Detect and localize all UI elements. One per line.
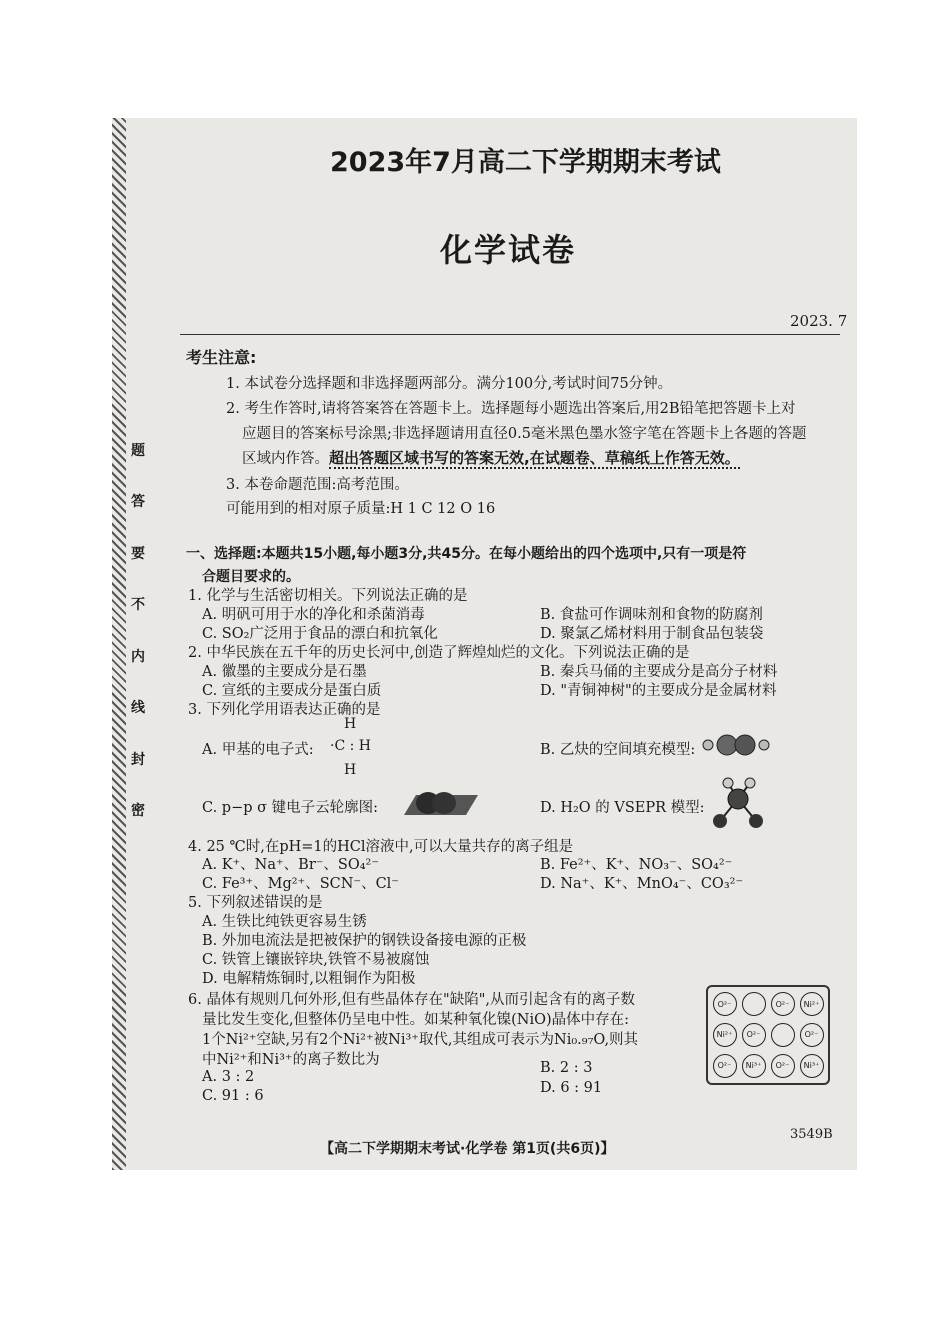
paper-code: 3549B [790, 1127, 833, 1142]
q2-stem: 2. 中华民族在五千年的历史长河中,创造了辉煌灿烂的文化。下列说法正确的是 [188, 645, 690, 661]
notice-item-2: 2. 考生作答时,请将答案答在答题卡上。选择题每小题选出答案后,用2B铅笔把答题卡上对 [226, 401, 796, 417]
lattice-ion: O²⁻ [713, 1054, 737, 1078]
notice-item-1: 1. 本试卷分选择题和非选择题两部分。满分100分,考试时间75分钟。 [226, 376, 673, 392]
q1-option-b: B. 食盐可作调味剂和食物的防腐剂 [540, 607, 763, 623]
acetylene-model-image [700, 733, 776, 757]
q3-option-d: D. H₂O 的 VSEPR 模型: [540, 800, 705, 816]
lattice-ion: Ni³⁺ [800, 1054, 824, 1078]
notice-item-2-cont: 应题目的答案标号涂黑;非选择题请用直径0.5毫米黑色墨水签字笔在答题卡上各题的答题 [242, 426, 807, 442]
exam-date: 2023. 7 [790, 312, 848, 330]
q6-stem-line1: 6. 晶体有规则几何外形,但有些晶体存在"缺陷",从而引起含有的离子数 [188, 992, 635, 1008]
lattice-ion: Ni³⁺ [742, 1054, 766, 1078]
q1-stem: 1. 化学与生活密切相关。下列说法正确的是 [188, 588, 468, 604]
exam-title: 2023年7月高二下学期期末考试 [330, 147, 721, 178]
seal-border [112, 118, 126, 1170]
water-vsepr-model-image [710, 777, 768, 829]
lattice-ion: O²⁻ [771, 1054, 795, 1078]
lattice-ion: Ni²⁺ [800, 992, 824, 1016]
q4-option-d: D. Na⁺、K⁺、MnO₄⁻、CO₃²⁻ [540, 876, 744, 892]
nio-lattice-image [706, 985, 830, 1085]
notice-item-2-end: 区域内作答。 [242, 451, 329, 467]
q6-option-d: D. 6 : 91 [540, 1080, 603, 1096]
q6-stem-line2: 量比发生变化,但整体仍呈电中性。如某种氧化镍(NiO)晶体中存在: [202, 1012, 630, 1028]
lattice-ion: Ni²⁺ [713, 1023, 737, 1047]
q6-option-a: A. 3 : 2 [202, 1069, 255, 1085]
methyl-h-bottom: H [344, 762, 357, 778]
section-heading-cont: 合题目要求的。 [202, 569, 300, 585]
notice-heading: 考生注意: [186, 348, 257, 367]
q1-option-a: A. 明矾可用于水的净化和杀菌消毒 [202, 607, 425, 623]
q1-option-c: C. SO₂广泛用于食品的漂白和抗氧化 [202, 626, 438, 642]
q4-stem: 4. 25 ℃时,在pH=1的HCl溶液中,可以大量共存的离子组是 [188, 839, 574, 855]
q1-option-d: D. 聚氯乙烯材料用于制食品包装袋 [540, 626, 764, 642]
lattice-vacancy [771, 1023, 795, 1047]
seal-line-text: 题 答 要 不 内 线 封 密 [131, 443, 145, 819]
q6-option-b: B. 2 : 3 [540, 1060, 593, 1076]
methyl-h-top: H [344, 716, 357, 732]
q2-option-c: C. 宣纸的主要成分是蛋白质 [202, 683, 382, 699]
lattice-ion: O²⁻ [713, 992, 737, 1016]
notice-warning: 超出答题区域书写的答案无效,在试题卷、草稿纸上作答无效。 [329, 449, 740, 467]
q3-option-a: A. 甲基的电子式: [202, 742, 314, 758]
q6-option-c: C. 91 : 6 [202, 1088, 264, 1104]
atomic-masses: 可能用到的相对原子质量:H 1 C 12 O 16 [226, 501, 496, 517]
q2-option-b: B. 秦兵马俑的主要成分是高分子材料 [540, 664, 778, 680]
lattice-ion: O²⁻ [771, 992, 795, 1016]
q3-option-c: C. p−p σ 键电子云轮廓图: [202, 800, 379, 816]
header-rule [180, 334, 840, 335]
lattice-vacancy [742, 992, 766, 1016]
subject-title: 化学试卷 [440, 231, 577, 269]
q4-option-c: C. Fe³⁺、Mg²⁺、SCN⁻、Cl⁻ [202, 876, 399, 892]
q5-option-b: B. 外加电流法是把被保护的钢铁设备接电源的正极 [202, 933, 527, 949]
q4-option-a: A. K⁺、Na⁺、Br⁻、SO₄²⁻ [202, 857, 380, 873]
lattice-ion: O²⁻ [742, 1023, 766, 1047]
section-heading: 一、选择题:本题共15小题,每小题3分,共45分。在每小题给出的四个选项中,只有一项是符 [186, 546, 747, 562]
q6-stem-line4: 中Ni²⁺和Ni³⁺的离子数比为 [202, 1052, 380, 1068]
q5-option-c: C. 铁管上镶嵌锌块,铁管不易被腐蚀 [202, 952, 430, 968]
methyl-formula: ·C : H [330, 738, 371, 754]
q5-option-d: D. 电解精炼铜时,以粗铜作为阳极 [202, 971, 416, 987]
q3-stem: 3. 下列化学用语表达正确的是 [188, 702, 381, 718]
q3-option-b: B. 乙炔的空间填充模型: [540, 742, 696, 758]
q4-option-b: B. Fe²⁺、K⁺、NO₃⁻、SO₄²⁻ [540, 857, 733, 873]
q5-stem: 5. 下列叙述错误的是 [188, 895, 323, 911]
lattice-ion: O²⁻ [800, 1023, 824, 1047]
q6-stem-line3: 1个Ni²⁺空缺,另有2个Ni²⁺被Ni³⁺取代,其组成可表示为Ni₀.₉₇O,则其 [202, 1032, 639, 1048]
pp-sigma-bond-image [390, 787, 480, 819]
q2-option-a: A. 徽墨的主要成分是石墨 [202, 664, 367, 680]
q5-option-a: A. 生铁比纯铁更容易生锈 [202, 914, 367, 930]
page-footer: 【高二下学期期末考试·化学卷 第1页(共6页)】 [320, 1141, 615, 1157]
notice-item-3: 3. 本卷命题范围:高考范围。 [226, 477, 409, 493]
q2-option-d: D. "青铜神树"的主要成分是金属材料 [540, 683, 777, 699]
